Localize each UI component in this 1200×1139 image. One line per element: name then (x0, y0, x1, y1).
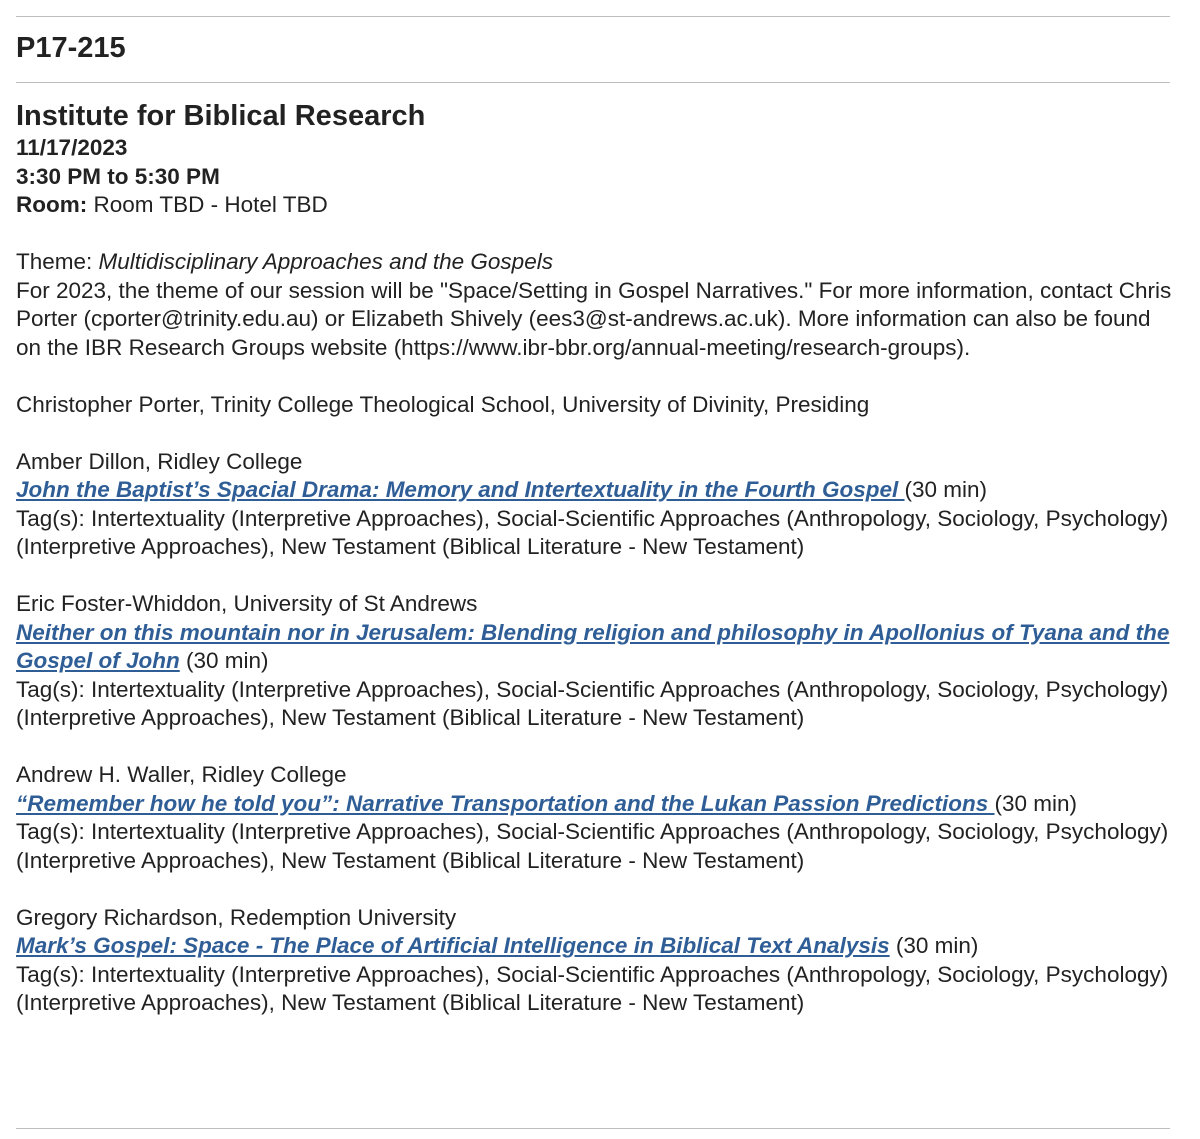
paper-duration: (30 min) (904, 477, 988, 502)
paper-title-link[interactable]: Neither on this mountain nor in Jerusalem: Blending religion and philosophy in Apollonius of Tyana and the Gospel of John (16, 619, 1170, 673)
organization-title: Institute for Biblical Research (16, 100, 426, 132)
paper-title-line (16, 790, 1176, 819)
paper-title-link[interactable]: John the Baptist’s Spacial Drama: Memory and Intertextuality in the Fourth Gospel (16, 477, 905, 502)
theme-line (16, 248, 1176, 277)
room-label: Room: (16, 192, 88, 217)
paper-tags: Tag(s): Intertextuality (Interpretive Approaches), Social-Scientific Approaches (Anthropology, Sociology, Psychology) (Interpretive Approaches), New Testament (Biblical Literature - New Testament) (16, 819, 1169, 873)
paper-entry (16, 448, 1176, 562)
paper-tags: Tag(s): Intertextuality (Interpretive Approaches), Social-Scientific Approaches (Anthropology, Sociology, Psychology) (Interpretive Approaches), New Testament (Biblical Literature - New Testament) (16, 676, 1169, 730)
paper-tags: Tag(s): Intertextuality (Interpretive Approaches), Social-Scientific Approaches (Anthropology, Sociology, Psychology) (Interpretive Approaches), New Testament (Biblical Literature - New Testament) (16, 505, 1169, 559)
session-details (16, 98, 1176, 1018)
paper-duration: (30 min) (994, 790, 1078, 816)
paper-presenter: Amber Dillon, Ridley College (16, 448, 303, 474)
theme-value: Multidisciplinary Approaches and the Gospels (98, 249, 553, 274)
paper-duration: (30 min) (186, 648, 269, 673)
paper-entry (16, 590, 1176, 733)
paper-title-link[interactable]: Mark’s Gospel: Space - The Place of Artificial Intelligence in Biblical Text Analysis (16, 933, 890, 958)
paper-duration: (30 min) (895, 933, 979, 958)
paper-tags: Tag(s): Intertextuality (Interpretive Approaches), Social-Scientific Approaches (Anthropology, Sociology, Psychology) (Interpretive Approaches), New Testament (Biblical Literature - New Testament) (16, 961, 1169, 1015)
session-time: 3:30 PM to 5:30 PM (16, 163, 220, 189)
paper-entry (16, 761, 1176, 875)
room-value: Room TBD - Hotel TBD (93, 192, 328, 217)
theme-label: Theme: (16, 249, 93, 274)
header-divider (16, 82, 1170, 83)
paper-presenter: Eric Foster-Whiddon, University of St Andrews (16, 591, 478, 616)
session-room (16, 191, 1176, 220)
paper-title-line (16, 932, 1176, 961)
session-code: P17-215 (16, 32, 126, 64)
paper-title-link[interactable]: “Remember how he told you”: Narrative Transportation and the Lukan Passion Predictions (16, 790, 995, 816)
bottom-divider (16, 1128, 1170, 1129)
paper-presenter: Andrew H. Waller, Ridley College (16, 762, 347, 787)
paper-title-line (16, 619, 1176, 676)
top-divider (16, 16, 1170, 17)
paper-presenter: Gregory Richardson, Redemption University (16, 904, 457, 930)
presiding-line: Christopher Porter, Trinity College Theological School, University of Divinity, Presiding (16, 391, 870, 417)
session-date: 11/17/2023 (16, 135, 128, 160)
theme-description: For 2023, the theme of our session will be "Space/Setting in Gospel Narratives." For more information, contact Chris Porter (cporter@trinity.edu.au) or Elizabeth Shively (ees3@st-andrews.ac.uk). More information can also be found on the IBR Research Groups website (https://www.ibr-bbr.org/annual-meeting/research-groups). (16, 277, 1172, 360)
paper-entry (16, 904, 1176, 1018)
theme-section (16, 248, 1176, 362)
paper-title-line (16, 476, 1176, 505)
